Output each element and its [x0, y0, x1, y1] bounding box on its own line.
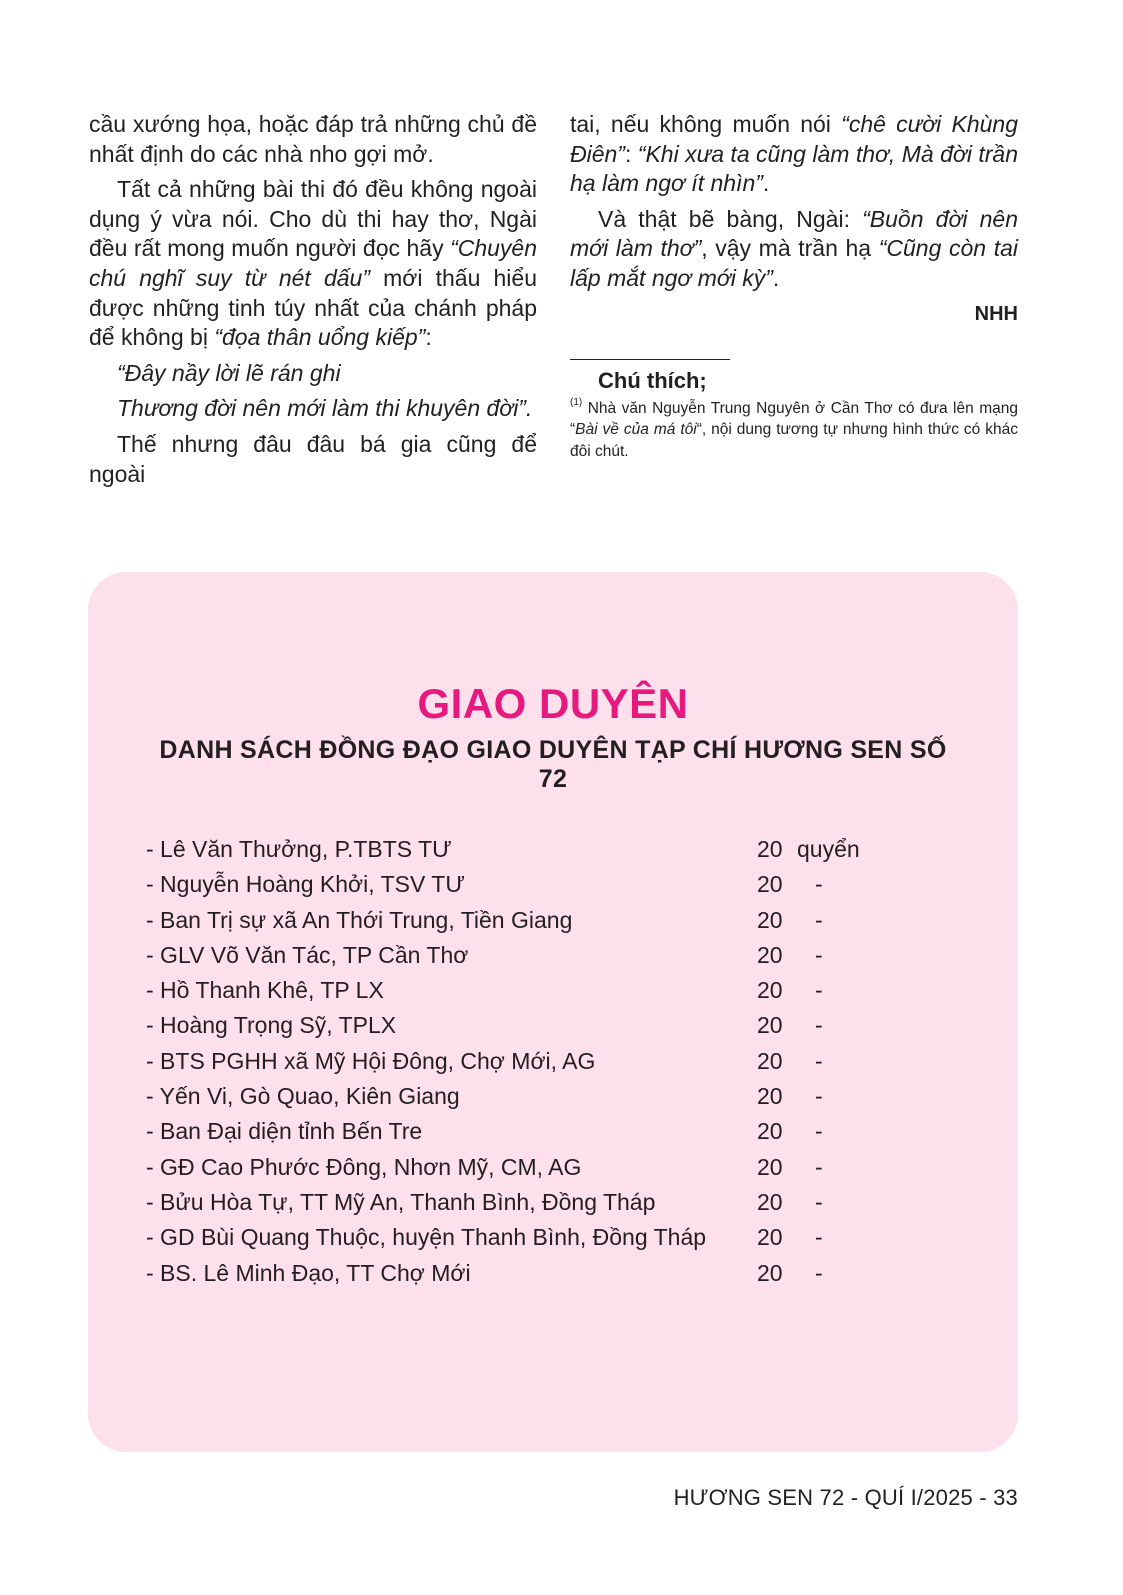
donor-name: - Yến Vi, Gò Quao, Kiên Giang [146, 1083, 460, 1110]
list-item [146, 975, 966, 1010]
donor-quantity: 20 [757, 836, 783, 862]
ditto-mark: - [815, 1012, 823, 1039]
list-item [146, 940, 966, 975]
donor-name: - Bửu Hòa Tự, TT Mỹ An, Thanh Bình, Đồng Tháp [146, 1188, 656, 1215]
footnote-text: Nhà văn Nguyễn Trung Nguyên ở Cần Thơ có đưa lên mạng “ [570, 399, 1018, 439]
list-item [146, 1258, 966, 1293]
ditto-mark: - [815, 977, 823, 1004]
ditto-mark: - [815, 871, 823, 898]
quantity-unit: quyển [797, 836, 860, 862]
donor-name: - Hồ Thanh Khê, TP LX [146, 977, 384, 1004]
list-item [146, 1010, 966, 1045]
donor-name: - GLV Võ Văn Tác, TP Cần Thơ [146, 941, 469, 968]
ditto-mark: - [815, 1153, 823, 1180]
donor-quantity: 20 [757, 1012, 783, 1039]
donor-quantity: 20 [757, 941, 783, 968]
paragraph [89, 175, 537, 353]
paragraph-text: Và thật bẽ bàng, Ngài: [598, 205, 863, 232]
article-right-column [570, 110, 1018, 468]
quote: “Cũng còn tai lấp mắt ngơ mới kỳ” [570, 235, 1018, 291]
paragraph-text: Tất cả những bài thi đó đều không ngoài dụng ý vừa nói. Cho dù thi hay thơ, Ngài đều rất mong muốn người đọc hãy [89, 176, 537, 262]
donor-name: - Hoàng Trọng Sỹ, TPLX [146, 1012, 397, 1039]
donor-name: - Ban Đại diện tỉnh Bến Tre [146, 1118, 423, 1145]
donor-quantity: 20 [757, 1047, 783, 1074]
quote: “đọa thân uổng kiếp” [214, 324, 426, 351]
donor-name: - Lê Văn Thưởng, P.TBTS TƯ [146, 836, 452, 862]
paragraph-text: Thế nhưng đâu đâu bá gia cũng để ngoài [89, 430, 537, 487]
list-item [146, 905, 966, 940]
donor-quantity: 20 [757, 1259, 783, 1286]
article-left-column [89, 110, 537, 495]
ditto-mark: - [815, 1083, 823, 1110]
footnote-text: “, nội dung tương tự nhưng hình thức có khác đôi chút. [570, 421, 1018, 460]
paragraph [89, 110, 537, 169]
donor-name: - BS. Lê Minh Đạo, TT Chợ Mới [146, 1259, 471, 1286]
ditto-mark: - [815, 906, 823, 933]
footnote-title: Bài về của má tôi [575, 421, 697, 439]
paragraph-text: : [425, 324, 432, 351]
donor-quantity: 20 [757, 906, 783, 933]
list-item [146, 1116, 966, 1151]
paragraph-text: , vậy mà trần hạ [701, 235, 879, 262]
paragraph-text: . [762, 170, 770, 197]
donor-name: - Ban Trị sự xã An Thới Trung, Tiền Giang [146, 906, 573, 933]
footnote [570, 398, 1018, 463]
paragraph-text: . [772, 264, 780, 291]
donor-quantity: 20 [757, 1224, 783, 1251]
paragraph-text: cầu xướng họa, hoặc đáp trả những chủ đề nhất định do các nhà nho gợi mở. [89, 111, 537, 167]
footnote-divider [570, 359, 730, 360]
giao-duyen-panel [88, 572, 1018, 1452]
donor-quantity: 20 [757, 977, 783, 1004]
list-item [146, 834, 966, 869]
ditto-mark: - [815, 941, 823, 968]
donor-quantity: 20 [757, 1118, 783, 1145]
donor-quantity: 20 [757, 1153, 783, 1180]
footnote-heading: Chú thích; [598, 368, 707, 394]
ditto-mark: - [815, 1118, 823, 1145]
list-item [146, 869, 966, 904]
paragraph [570, 110, 1018, 199]
donor-quantity: 20 [757, 1188, 783, 1215]
quote: “Buồn đời nên mới làm thơ” [570, 205, 1018, 262]
footnote-marker: (1) [570, 396, 583, 408]
donor-name: - GD Bùi Quang Thuộc, huyện Thanh Bình, Đồng Tháp [146, 1224, 707, 1251]
verse-line: “Đây nầy lời lẽ rán ghi [117, 359, 341, 386]
quote: “Chuyên chú nghĩ suy từ nét dấu” [89, 235, 537, 291]
list-item [146, 1046, 966, 1081]
quote: “Khi xưa ta cũng làm thơ, Mà đời trần hạ làm ngơ ít nhìn” [570, 140, 1019, 197]
verse-line: Thương đời nên mới làm thi khuyên đời”. [117, 395, 533, 422]
list-item [146, 1081, 966, 1116]
section-title: GIAO DUYÊN [417, 680, 689, 727]
paragraph [89, 430, 537, 489]
donor-quantity: 20 [757, 1083, 783, 1110]
section-subtitle: DANH SÁCH ĐỒNG ĐẠO GIAO DUYÊN TẠP CHÍ HƯƠNG SEN SỐ 72 [159, 736, 947, 793]
paragraph-text: mới thấu hiểu được những tinh túy nhất của chánh pháp để không bị [89, 264, 537, 351]
list-item [146, 1152, 966, 1187]
page-footer: HƯƠNG SEN 72 - QUÍ I/2025 - 33 [673, 1485, 1018, 1510]
paragraph [570, 205, 1018, 294]
donor-quantity: 20 [757, 871, 783, 898]
list-item [146, 1222, 966, 1257]
paragraph-text: tai, nếu không muốn nói [570, 111, 842, 137]
ditto-mark: - [815, 1259, 823, 1286]
ditto-mark: - [815, 1224, 823, 1251]
ditto-mark: - [815, 1188, 823, 1215]
donor-name: - BTS PGHH xã Mỹ Hội Đông, Chợ Mới, AG [146, 1047, 596, 1074]
list-item [146, 1187, 966, 1222]
author-signature: NHH [974, 302, 1018, 325]
donor-name: - GĐ Cao Phước Đông, Nhơn Mỹ, CM, AG [146, 1153, 582, 1180]
quote: “chê cười Khùng Điên” [570, 111, 1018, 167]
donor-list [146, 834, 966, 1293]
ditto-mark: - [815, 1047, 823, 1074]
donor-name: - Nguyễn Hoàng Khởi, TSV TƯ [146, 871, 465, 898]
paragraph-text: : [624, 140, 638, 167]
